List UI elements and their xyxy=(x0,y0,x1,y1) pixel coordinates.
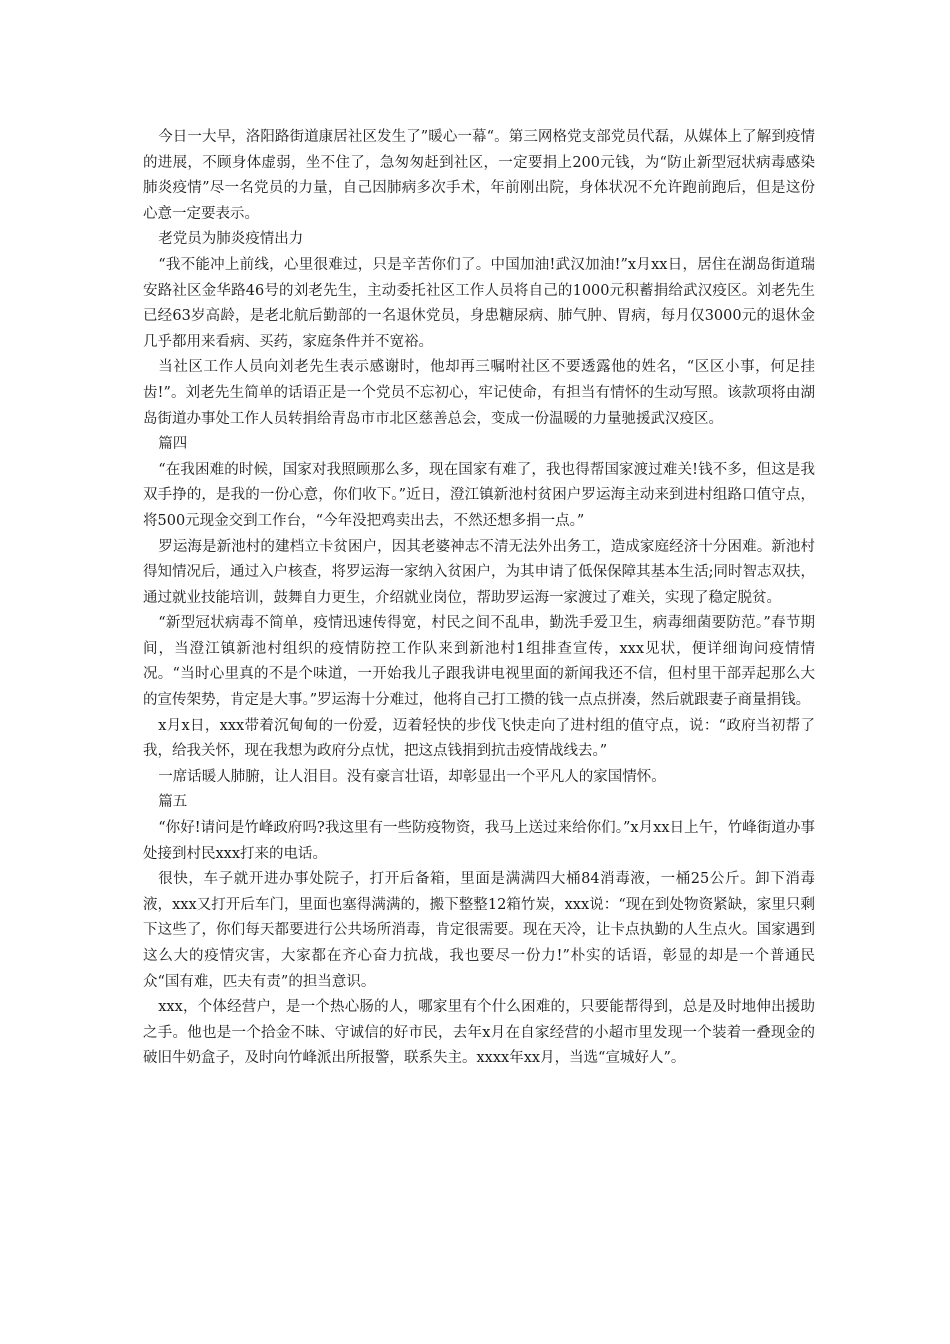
paragraph: 罗运海是新池村的建档立卡贫困户，因其老婆神志不清无法外出务工，造成家庭经济十分困难。新池村得知情况后，通过入户核查，将罗运海一家纳入贫困户，为其申请了低保保障其基本生活;同时智志双扶，通过就业技能培训，鼓舞自力更生，介绍就业岗位，帮助罗运海一家渡过了难关，实现了稳定脱贫。 xyxy=(143,538,815,606)
section-heading: 篇五 xyxy=(158,794,188,811)
paragraph: “新型冠状病毒不简单，疫情迅速传得宽，村民之间不乱串，勤洗手爱卫生，病毒细菌要防范。”春节期间，当澄江镇新池村组织的疫情防控工作队来到新池村1组排查宣传，xxx见状，便详细询问疫情情况。“当时心里真的不是个味道，一开始我儿子跟我讲电视里面的新闻我还不信，但村里干部弄起那么大的宣传架势，肯定是大事。”罗运海十分难过，他将自己打工攒的钱一点点拼凑，然后就跟妻子商量捐钱。 xyxy=(143,615,815,709)
section-heading: 老党员为肺炎疫情出力 xyxy=(158,231,304,248)
document-body xyxy=(143,125,815,1072)
paragraph: “我不能冲上前线，心里很难过，只是辛苦你们了。中国加油!武汉加油!”x月xx日，居住在湖岛街道瑞安路社区金华路46号的刘老先生，主动委托社区工作人员将自己的1000元积蓄捐给武汉疫区。刘老先生已经63岁高龄，是老北航后勤部的一名退休党员，身患糖尿病、肺气肿、胃病，每月仅3000元的退休金几乎都用来看病、买药，家庭条件并不宽裕。 xyxy=(143,256,815,350)
paragraph: “你好!请问是竹峰政府吗?我这里有一些防疫物资，我马上送过来给你们。”x月xx日上午，竹峰街道办事处接到村民xxx打来的电话。 xyxy=(143,820,815,862)
paragraph: x月x日，xxx带着沉甸甸的一份爱，迈着轻快的步伐飞快走向了进村组的值守点，说：“政府当初帮了我，给我关怀，现在我想为政府分点忧，把这点钱捐到抗击疫情战线去。” xyxy=(143,717,815,760)
paragraph: 今日一大早，洛阳路街道康居社区发生了”暖心一幕“。第三网格党支部党员代磊，从媒体上了解到疫情的进展，不顾身体虚弱，坐不住了，急匆匆赶到社区，一定要捐上200元钱，为“防止新型冠状病毒感染肺炎疫情”尽一名党员的力量，自己因肺病多次手术，年前刚出院，身体状况不允许跑前跑后，但是这份心意一定要表示。 xyxy=(143,129,815,222)
section-heading: 篇四 xyxy=(158,436,188,453)
paragraph: xxx，个体经营户，是一个热心肠的人，哪家里有个什么困难的，只要能帮得到，总是及时地伸出援助之手。他也是一个拾金不昧、守诚信的好市民，去年x月在自家经营的小超市里发现一个装着一叠现金的破旧牛奶盒子，及时向竹峰派出所报警，联系失主。xxxx年xx月，当选“宣城好人”。 xyxy=(143,999,815,1067)
paragraph: 当社区工作人员向刘老先生表示感谢时，他却再三嘱咐社区不要透露他的姓名，“区区小事，何足挂齿!”。刘老先生简单的话语正是一个党员不忘初心，牢记使命，有担当有情怀的生动写照。该款项将由湖岛街道办事处工作人员转捐给青岛市市北区慈善总会，变成一份温暖的力量驰援武汉疫区。 xyxy=(143,359,815,427)
paragraph: “在我困难的时候，国家对我照顾那么多，现在国家有难了，我也得帮国家渡过难关!钱不多，但这是我双手挣的，是我的一份心意，你们收下。”近日，澄江镇新池村贫困户罗运海主动来到进村组路口值守点，将500元现金交到工作台，“今年没把鸡卖出去，不然还想多捐一点。” xyxy=(143,461,815,529)
paragraph: 一席话暖人肺腑，让人泪目。没有豪言壮语，却彰显出一个平凡人的家国情怀。 xyxy=(158,768,666,785)
paragraph: 很快，车子就开进办事处院子，打开后备箱，里面是满满四大桶84消毒液，一桶25公斤。卸下消毒液，xxx又打开后车门，里面也塞得满满的，搬下整整12箱竹炭，xxx说：“现在到处物资紧缺，家里只剩下这些了，你们每天都要进行公共场所消毒，肯定很需要。现在天冷，让卡点执勤的人生点火。国家遇到这么大的疫情灾害，大家都在齐心奋力抗战，我也要尽一份力!”朴实的话语，彰显的却是一个普通民众“国有难，匹夫有责”的担当意识。 xyxy=(143,871,815,990)
